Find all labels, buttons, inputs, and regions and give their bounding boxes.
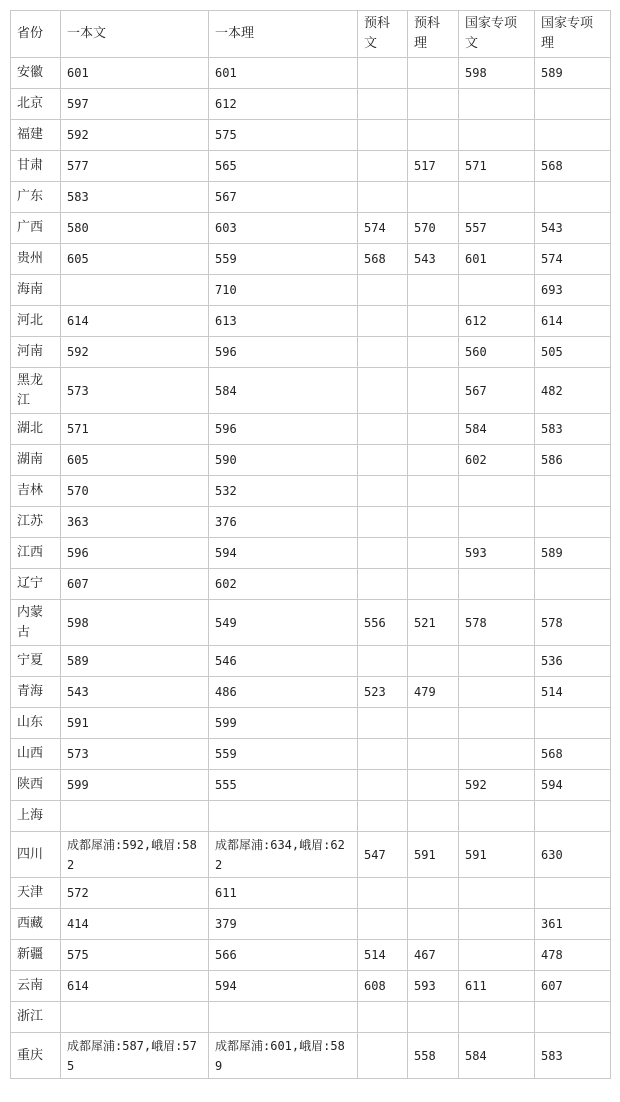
cell-prep-science: 467 — [408, 940, 459, 971]
cell-prep-science — [408, 1002, 459, 1033]
cell-tier1-science: 549 — [209, 600, 358, 646]
cell-tier1-arts: 605 — [61, 244, 209, 275]
cell-prep-arts — [358, 120, 408, 151]
table-row — [11, 600, 611, 646]
cell-tier1-arts: 575 — [61, 940, 209, 971]
cell-national-arts — [459, 801, 535, 832]
cell-province: 广东 — [11, 182, 61, 213]
cell-prep-science — [408, 58, 459, 89]
cell-national-science: 505 — [535, 337, 611, 368]
cell-tier1-science: 601 — [209, 58, 358, 89]
cell-province: 陕西 — [11, 770, 61, 801]
cell-prep-arts — [358, 182, 408, 213]
cell-province: 河北 — [11, 306, 61, 337]
cell-prep-arts — [358, 89, 408, 120]
cell-tier1-science: 成都犀浦:634,峨眉:622 — [209, 832, 358, 878]
cell-national-arts — [459, 646, 535, 677]
cell-national-arts: 611 — [459, 971, 535, 1002]
cell-prep-arts: 514 — [358, 940, 408, 971]
cell-prep-arts — [358, 337, 408, 368]
cell-national-arts: 592 — [459, 770, 535, 801]
cell-prep-arts: 574 — [358, 213, 408, 244]
cell-province: 湖南 — [11, 445, 61, 476]
cell-national-arts — [459, 569, 535, 600]
table-body — [11, 58, 611, 1079]
cell-prep-arts: 523 — [358, 677, 408, 708]
table-row — [11, 538, 611, 569]
table-row — [11, 306, 611, 337]
cell-national-arts: 578 — [459, 600, 535, 646]
cell-national-science: 543 — [535, 213, 611, 244]
cell-tier1-arts: 成都犀浦:592,峨眉:582 — [61, 832, 209, 878]
cell-prep-arts: 556 — [358, 600, 408, 646]
cell-national-science: 589 — [535, 538, 611, 569]
cell-province: 新疆 — [11, 940, 61, 971]
table-row — [11, 58, 611, 89]
cell-province: 海南 — [11, 275, 61, 306]
cell-national-arts: 612 — [459, 306, 535, 337]
cell-prep-arts: 568 — [358, 244, 408, 275]
cell-tier1-science: 559 — [209, 244, 358, 275]
cell-tier1-arts: 614 — [61, 971, 209, 1002]
cell-prep-science — [408, 739, 459, 770]
cell-province: 甘肃 — [11, 151, 61, 182]
header-row — [11, 11, 611, 58]
header-tier1-arts: 一本文 — [61, 11, 209, 58]
cell-prep-arts — [358, 646, 408, 677]
cell-national-science: 586 — [535, 445, 611, 476]
cell-national-arts — [459, 182, 535, 213]
cell-tier1-science: 376 — [209, 507, 358, 538]
cell-prep-science — [408, 878, 459, 909]
cell-national-arts: 584 — [459, 414, 535, 445]
cell-prep-arts — [358, 476, 408, 507]
cell-prep-science — [408, 507, 459, 538]
cell-tier1-arts: 591 — [61, 708, 209, 739]
cell-tier1-arts: 596 — [61, 538, 209, 569]
cell-tier1-arts: 601 — [61, 58, 209, 89]
table-row — [11, 646, 611, 677]
cell-province: 福建 — [11, 120, 61, 151]
cell-tier1-arts — [61, 801, 209, 832]
cell-tier1-science: 603 — [209, 213, 358, 244]
cell-national-arts — [459, 878, 535, 909]
cell-prep-science — [408, 801, 459, 832]
cell-province: 浙江 — [11, 1002, 61, 1033]
table-row — [11, 1002, 611, 1033]
cell-tier1-science: 594 — [209, 538, 358, 569]
cell-tier1-arts: 363 — [61, 507, 209, 538]
table-row — [11, 445, 611, 476]
cell-tier1-arts: 成都犀浦:587,峨眉:575 — [61, 1033, 209, 1079]
cell-national-arts — [459, 909, 535, 940]
cell-prep-arts — [358, 306, 408, 337]
cell-tier1-science: 613 — [209, 306, 358, 337]
cell-tier1-science — [209, 801, 358, 832]
cell-prep-science: 558 — [408, 1033, 459, 1079]
cell-tier1-arts: 598 — [61, 600, 209, 646]
cell-national-science — [535, 120, 611, 151]
cell-prep-science: 570 — [408, 213, 459, 244]
cell-prep-arts: 608 — [358, 971, 408, 1002]
cell-national-science: 514 — [535, 677, 611, 708]
cell-province: 宁夏 — [11, 646, 61, 677]
table-row — [11, 832, 611, 878]
cell-tier1-science: 486 — [209, 677, 358, 708]
cell-national-science: 482 — [535, 368, 611, 414]
cell-prep-arts — [358, 368, 408, 414]
cell-prep-science — [408, 538, 459, 569]
cell-national-science: 568 — [535, 151, 611, 182]
header-national-arts: 国家专项文 — [459, 11, 535, 58]
table-row — [11, 182, 611, 213]
cell-tier1-science: 602 — [209, 569, 358, 600]
cell-national-science — [535, 708, 611, 739]
cell-national-science: 630 — [535, 832, 611, 878]
cell-prep-science: 593 — [408, 971, 459, 1002]
cell-national-science: 578 — [535, 600, 611, 646]
cell-province: 上海 — [11, 801, 61, 832]
cell-province: 江苏 — [11, 507, 61, 538]
cell-province: 江西 — [11, 538, 61, 569]
cell-national-arts — [459, 275, 535, 306]
cell-tier1-arts: 583 — [61, 182, 209, 213]
cell-province: 黑龙江 — [11, 368, 61, 414]
cell-province: 辽宁 — [11, 569, 61, 600]
cell-prep-science — [408, 120, 459, 151]
cell-prep-science — [408, 445, 459, 476]
cell-tier1-science: 596 — [209, 337, 358, 368]
cell-prep-science — [408, 770, 459, 801]
cell-national-science — [535, 1002, 611, 1033]
cell-national-arts: 601 — [459, 244, 535, 275]
cell-province: 河南 — [11, 337, 61, 368]
cell-tier1-arts — [61, 275, 209, 306]
cell-national-science: 583 — [535, 414, 611, 445]
cell-tier1-arts: 592 — [61, 120, 209, 151]
table-row — [11, 940, 611, 971]
cell-province: 西藏 — [11, 909, 61, 940]
cell-tier1-arts: 543 — [61, 677, 209, 708]
table-row — [11, 275, 611, 306]
cell-tier1-arts — [61, 1002, 209, 1033]
cell-national-arts — [459, 507, 535, 538]
cell-prep-arts — [358, 1002, 408, 1033]
cell-tier1-science: 594 — [209, 971, 358, 1002]
table-row — [11, 507, 611, 538]
cell-national-science: 478 — [535, 940, 611, 971]
cell-tier1-science: 559 — [209, 739, 358, 770]
cell-province: 内蒙古 — [11, 600, 61, 646]
cell-national-arts — [459, 476, 535, 507]
cell-national-science — [535, 569, 611, 600]
table-row — [11, 476, 611, 507]
cell-prep-arts — [358, 538, 408, 569]
cell-tier1-science: 599 — [209, 708, 358, 739]
cell-province: 重庆 — [11, 1033, 61, 1079]
table-row — [11, 971, 611, 1002]
cell-tier1-arts: 570 — [61, 476, 209, 507]
cell-tier1-arts: 589 — [61, 646, 209, 677]
table-row — [11, 708, 611, 739]
cell-national-arts — [459, 739, 535, 770]
cell-prep-science: 479 — [408, 677, 459, 708]
table-row — [11, 414, 611, 445]
cell-national-arts: 567 — [459, 368, 535, 414]
cell-tier1-science — [209, 1002, 358, 1033]
table-row — [11, 770, 611, 801]
table-row — [11, 569, 611, 600]
cell-prep-science — [408, 569, 459, 600]
cell-prep-arts — [358, 507, 408, 538]
cell-prep-arts — [358, 739, 408, 770]
cell-prep-science — [408, 275, 459, 306]
cell-province: 四川 — [11, 832, 61, 878]
cell-tier1-arts: 573 — [61, 739, 209, 770]
cell-national-arts — [459, 120, 535, 151]
cell-prep-science — [408, 89, 459, 120]
cell-prep-science — [408, 337, 459, 368]
cell-province: 山东 — [11, 708, 61, 739]
cell-province: 青海 — [11, 677, 61, 708]
cell-prep-arts — [358, 58, 408, 89]
cell-tier1-arts: 572 — [61, 878, 209, 909]
cell-tier1-science: 379 — [209, 909, 358, 940]
cell-national-science: 361 — [535, 909, 611, 940]
cell-province: 天津 — [11, 878, 61, 909]
cell-prep-science: 521 — [408, 600, 459, 646]
table-row — [11, 151, 611, 182]
cell-prep-science — [408, 646, 459, 677]
cell-prep-arts — [358, 569, 408, 600]
cell-tier1-science: 612 — [209, 89, 358, 120]
cell-national-science: 574 — [535, 244, 611, 275]
table-row — [11, 244, 611, 275]
cell-prep-arts — [358, 445, 408, 476]
cell-prep-arts — [358, 770, 408, 801]
cell-prep-science — [408, 306, 459, 337]
table-row — [11, 213, 611, 244]
cell-national-arts: 584 — [459, 1033, 535, 1079]
cell-province: 贵州 — [11, 244, 61, 275]
table-row — [11, 909, 611, 940]
cell-prep-science: 591 — [408, 832, 459, 878]
header-province: 省份 — [11, 11, 61, 58]
cell-prep-arts — [358, 151, 408, 182]
cell-prep-arts — [358, 878, 408, 909]
cell-prep-science — [408, 708, 459, 739]
cell-national-science: 693 — [535, 275, 611, 306]
cell-tier1-arts: 614 — [61, 306, 209, 337]
cell-national-arts — [459, 940, 535, 971]
table-row — [11, 739, 611, 770]
cell-tier1-arts: 580 — [61, 213, 209, 244]
cell-tier1-science: 710 — [209, 275, 358, 306]
cell-national-arts — [459, 708, 535, 739]
table-row — [11, 801, 611, 832]
cell-tier1-science: 611 — [209, 878, 358, 909]
header-national-science: 国家专项理 — [535, 11, 611, 58]
table-row — [11, 89, 611, 120]
table-row — [11, 337, 611, 368]
cell-tier1-science: 590 — [209, 445, 358, 476]
cell-national-science — [535, 801, 611, 832]
cell-prep-arts: 547 — [358, 832, 408, 878]
cell-tier1-arts: 573 — [61, 368, 209, 414]
cell-tier1-arts: 571 — [61, 414, 209, 445]
score-table — [10, 10, 611, 1079]
cell-national-science: 594 — [535, 770, 611, 801]
cell-prep-science — [408, 182, 459, 213]
cell-tier1-arts: 414 — [61, 909, 209, 940]
cell-national-arts: 557 — [459, 213, 535, 244]
header-prep-arts: 预科文 — [358, 11, 408, 58]
header-tier1-science: 一本理 — [209, 11, 358, 58]
cell-national-arts: 591 — [459, 832, 535, 878]
cell-province: 湖北 — [11, 414, 61, 445]
cell-tier1-science: 584 — [209, 368, 358, 414]
cell-tier1-science: 575 — [209, 120, 358, 151]
header-prep-science: 预科理 — [408, 11, 459, 58]
cell-tier1-science: 546 — [209, 646, 358, 677]
cell-national-science: 536 — [535, 646, 611, 677]
cell-national-arts — [459, 677, 535, 708]
cell-national-science — [535, 89, 611, 120]
cell-national-science — [535, 878, 611, 909]
cell-tier1-science: 566 — [209, 940, 358, 971]
cell-prep-arts — [358, 275, 408, 306]
cell-national-arts — [459, 89, 535, 120]
cell-tier1-arts: 592 — [61, 337, 209, 368]
table-row — [11, 1033, 611, 1079]
cell-province: 安徽 — [11, 58, 61, 89]
cell-national-arts — [459, 1002, 535, 1033]
cell-tier1-arts: 605 — [61, 445, 209, 476]
cell-national-arts: 602 — [459, 445, 535, 476]
cell-province: 山西 — [11, 739, 61, 770]
cell-prep-science — [408, 909, 459, 940]
cell-prep-science — [408, 414, 459, 445]
cell-tier1-arts: 607 — [61, 569, 209, 600]
cell-tier1-arts: 597 — [61, 89, 209, 120]
cell-national-science — [535, 507, 611, 538]
cell-tier1-science: 567 — [209, 182, 358, 213]
cell-province: 广西 — [11, 213, 61, 244]
cell-prep-science: 543 — [408, 244, 459, 275]
cell-prep-arts — [358, 414, 408, 445]
cell-prep-science — [408, 368, 459, 414]
cell-tier1-science: 565 — [209, 151, 358, 182]
cell-tier1-science: 555 — [209, 770, 358, 801]
cell-national-science: 589 — [535, 58, 611, 89]
cell-national-arts: 571 — [459, 151, 535, 182]
cell-national-science — [535, 182, 611, 213]
table-row — [11, 677, 611, 708]
cell-national-science — [535, 476, 611, 507]
table-row — [11, 368, 611, 414]
cell-prep-arts — [358, 801, 408, 832]
cell-prep-arts — [358, 909, 408, 940]
cell-national-arts: 598 — [459, 58, 535, 89]
cell-national-arts: 593 — [459, 538, 535, 569]
cell-prep-science: 517 — [408, 151, 459, 182]
table-row — [11, 120, 611, 151]
cell-tier1-arts: 599 — [61, 770, 209, 801]
table-row — [11, 878, 611, 909]
cell-national-science: 607 — [535, 971, 611, 1002]
cell-province: 云南 — [11, 971, 61, 1002]
cell-tier1-arts: 577 — [61, 151, 209, 182]
cell-national-science: 583 — [535, 1033, 611, 1079]
cell-prep-arts — [358, 708, 408, 739]
cell-national-science: 614 — [535, 306, 611, 337]
cell-prep-science — [408, 476, 459, 507]
cell-tier1-science: 596 — [209, 414, 358, 445]
cell-province: 北京 — [11, 89, 61, 120]
cell-tier1-science: 成都犀浦:601,峨眉:589 — [209, 1033, 358, 1079]
cell-national-arts: 560 — [459, 337, 535, 368]
cell-province: 吉林 — [11, 476, 61, 507]
cell-national-science: 568 — [535, 739, 611, 770]
cell-prep-arts — [358, 1033, 408, 1079]
cell-tier1-science: 532 — [209, 476, 358, 507]
